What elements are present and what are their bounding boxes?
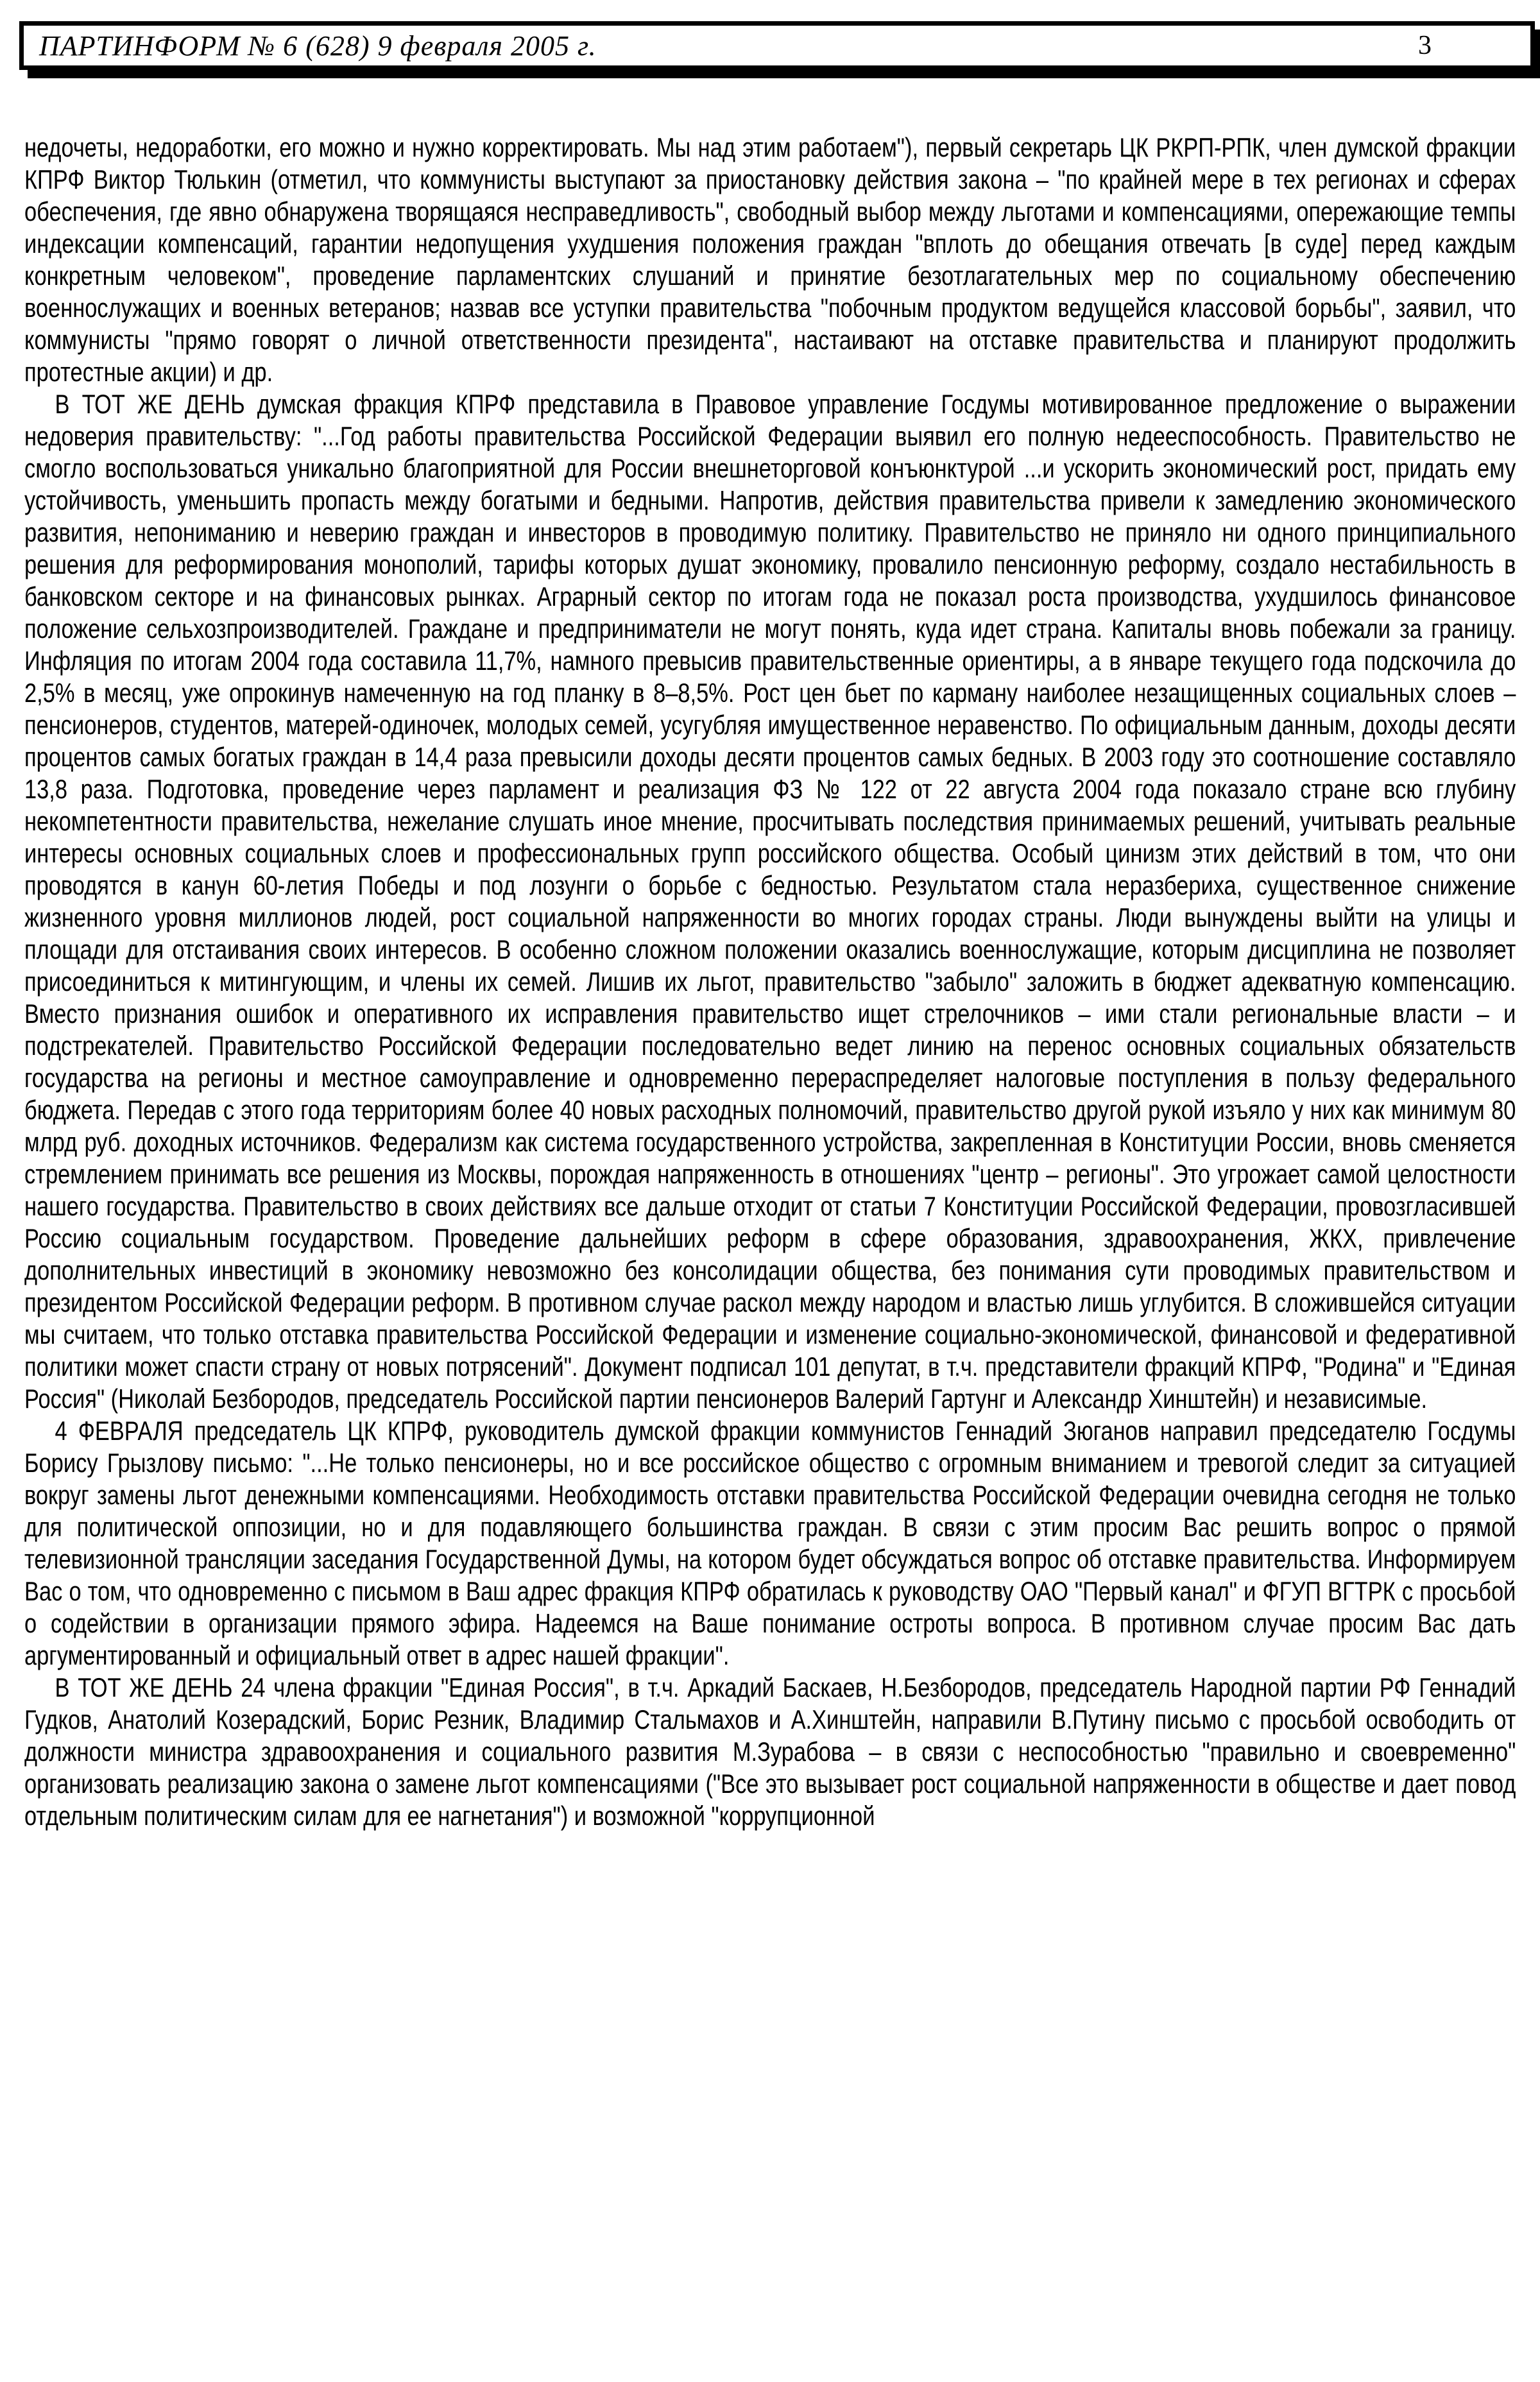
article-body	[24, 132, 1516, 1832]
paragraph-feb4-zyuganov-letter: 4 ФЕВРАЛЯ председатель ЦК КПРФ, руководитель думской фракции коммунистов Геннадий Зюганов направил председателю Госдумы Борису Грызлову письмо: "...Не только пенсионеры, но и все российское общество с огромным вниманием и тревогой следит за ситуацией вокруг замены льгот денежными компенсациями. Необходимость отставки правительства Российской Федерации очевидна сегодня не только для политической оппозиции, но и для подавляющего большинства граждан. В связи с этим просим Вас решить вопрос о прямой телевизионной трансляции заседания Государственной Думы, на котором будет обсуждаться вопрос об отставке правительства. Информируем Вас о том, что одновременно с письмом в Ваш адрес фракция КПРФ обратилась к руководству ОАО "Первый канал" и ФГУП ВГТРК с просьбой о содействии в организации прямого эфира. Надеемся на Ваше понимание остроты вопроса. В противном случае просим Вас дать аргументированный и официальный ответ в адрес нашей фракции".	[24, 1416, 1516, 1670]
page-header	[19, 21, 1535, 70]
paragraph-same-day-kprf-motion: В ТОТ ЖЕ ДЕНЬ думская фракция КПРФ представила в Правовое управление Госдумы мотивированное предложение о выражении недоверия правительству: "...Год работы правительства Российской Федерации выявил его полную недееспособность. Правительство не смогло воспользоваться уникально благоприятной для России внешнеторговой конъюнктурой ...и ускорить экономический рост, придать ему устойчивость, уменьшить пропасть между богатыми и бедными. Напротив, действия правительства привели к замедлению экономического развития, непониманию и неверию граждан и инвесторов в проводимую политику. Правительство не приняло ни одного принципиального решения для реформирования монополий, тарифы которых душат экономику, провалило пенсионную реформу, создало нестабильность в банковском секторе и на финансовых рынках. Аграрный сектор по итогам года не показал роста производства, ухудшилось финансовое положение сельхозпроизводителей. Граждане и предприниматели не могут понять, куда идет страна. Капиталы вновь побежали за границу. Инфляция по итогам 2004 года составила 11,7%, намного превысив правительственные ориентиры, а в январе текущего года подскочила до 2,5% в месяц, уже опрокинув намеченную на год планку в 8–8,5%. Рост цен бьет по карману наиболее незащищенных социальных слоев – пенсионеров, студентов, матерей-одиночек, молодых семей, усугубляя имущественное неравенство. По официальным данным, доходы десяти процентов самых богатых граждан в 14,4 раза превысили доходы десяти процентов самых бедных. В 2003 году это соотношение составляло 13,8 раза. Подготовка, проведение через парламент и реализация ФЗ № 122 от 22 августа 2004 года показало стране всю глубину некомпетентности правительства, нежелание слушать иное мнение, просчитывать последствия принимаемых решений, учитывать реальные интересы основных социальных слоев и профессиональных групп российского общества. Особый цинизм этих действий в том, что они проводятся в канун 60-летия Победы и под лозунги о борьбе с бедностью. Результатом стала неразбериха, существенное снижение жизненного уровня миллионов людей, рост социальной напряженности во многих городах страны. Люди вынуждены выйти на улицы и площади для отстаивания своих интересов. В особенно сложном положении оказались военнослужащие, которым дисциплина не позволяет присоединиться к митингующим, и члены их семей. Лишив их льгот, правительство "забыло" заложить в бюджет адекватную компенсацию. Вместо признания ошибок и оперативного их исправления правительство ищет стрелочников – ими стали региональные власти – и подстрекателей. Правительство Российской Федерации последовательно ведет линию на перенос основных социальных обязательств государства на регионы и местное самоуправление и одновременно перераспределяет налоговые поступления в пользу федерального бюджета. Передав с этого года территориям более 40 новых расходных полномочий, правительство другой рукой изъяло у них как минимум 80 млрд руб. доходных источников. Федерализм как система государственного устройства, закрепленная в Конституции России, вновь сменяется стремлением принимать все решения из Москвы, порождая напряженность в отношениях "центр – регионы". Это угрожает самой целостности нашего государства. Правительство в своих действиях все дальше отходит от статьи 7 Конституции Российской Федерации, провозгласившей Россию социальным государством. Проведение дальнейших реформ в сфере образования, здравоохранения, ЖКХ, привлечение дополнительных инвестиций в экономику невозможно без консолидации общества, без понимания сути проводимых правительством и президентом Российской Федерации реформ. В противном случае раскол между народом и властью лишь углубится. В сложившейся ситуации мы считаем, что только отставка правительства Российской Федерации и изменение социально-экономической, финансовой и федеративной политики может спасти страну от новых потрясений". Документ подписал 101 депутат, в т.ч. представители фракций КПРФ, "Родина" и "Единая Россия" (Николай Безбородов, председатель Российской партии пенсионеров Валерий Гартунг и Александр Хинштейн) и независимые.	[24, 389, 1516, 1414]
paragraph-same-day-er-letter: В ТОТ ЖЕ ДЕНЬ 24 члена фракции "Единая Россия", в т.ч. Аркадий Баскаев, Н.Безбородов, председатель Народной партии РФ Геннадий Гудков, Анатолий Козерадский, Борис Резник, Владимир Стальмахов и А.Хинштейн, направили В.Путину письмо с просьбой освободить от должности министра здравоохранения и социального развития М.Зурабова – в связи с неспособностью "правильно и своевременно" организовать реализацию закона о замене льгот компенсациями ("Все это вызывает рост социальной напряженности в обществе и дает повод отдельным политическим силам для ее нагнетания") и возможной "коррупционной	[24, 1672, 1516, 1831]
page-number: 3	[1418, 31, 1432, 60]
newsletter-masthead: ПАРТИНФОРМ № 6 (628) 9 февраля 2005 г.	[39, 30, 597, 62]
paragraph-continuation: недочеты, недоработки, его можно и нужно корректировать. Мы над этим работаем"), первый секретарь ЦК РКРП-РПК, член думской фракции КПРФ Виктор Тюлькин (отметил, что коммунисты выступают за приостановку действия закона – "по крайней мере в тех регионах и сферах обеспечения, где явно обнаружена творящаяся несправедливость", свободный выбор между льготами и компенсациями, опережающие темпы индексации компенсаций, гарантии недопущения ухудшения положения граждан "вплоть до обещания отвечать [в суде] перед каждым конкретным человеком", проведение парламентских слушаний и принятие безотлагательных мер по социальному обеспечению военнослужащих и военных ветеранов; назвав все уступки правительства "побочным продуктом ведущейся классовой борьбы", заявил, что коммунисты "прямо говорят о личной ответственности президента", настаивают на отставке правительства и планируют продолжить протестные акции) и др.	[24, 132, 1516, 387]
